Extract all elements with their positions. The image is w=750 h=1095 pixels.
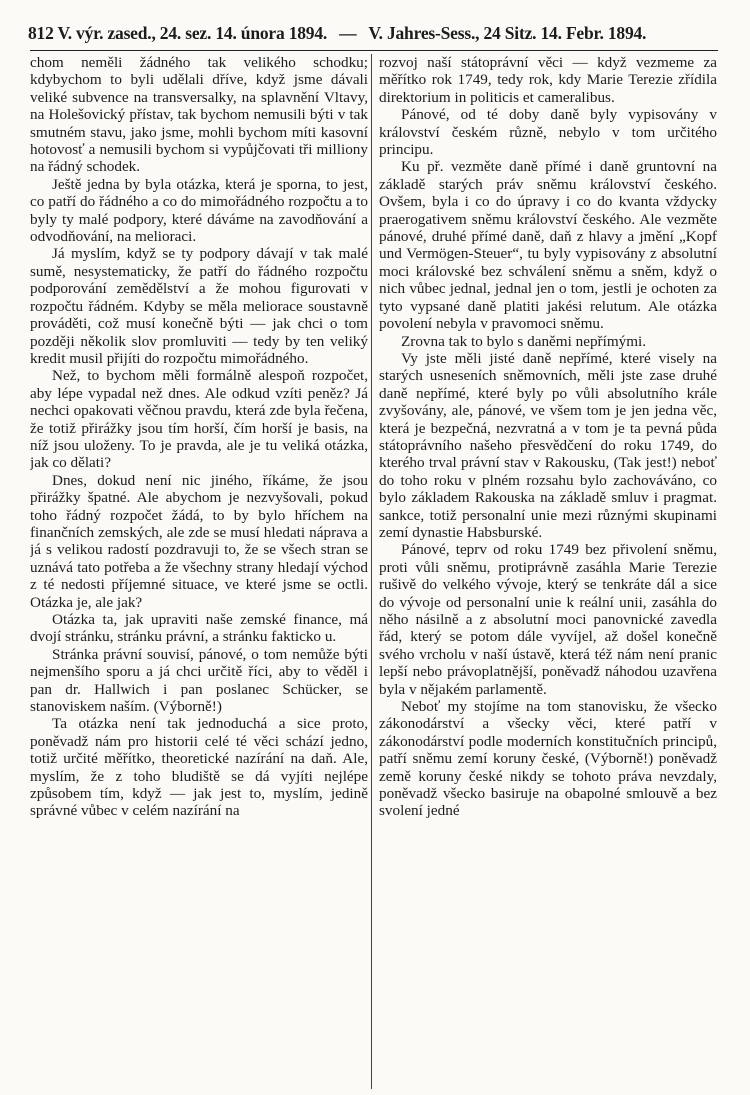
paragraph: Otázka ta, jak upraviti naše zemské finance, má dvojí stránku, stránku právní, a stránku fakticko u.: [30, 611, 368, 646]
paragraph: Ta otázka není tak jednoduchá a sice proto, poněvadž nám pro historii celé té věci schází jedno, totiž určité měřítko, theoretické nazírání na daň. Ale, myslím, že z toho bludiště se dá vyjíti nejlépe způsobem tím, když — jak jest to, myslím, jedině správné vůbec v celém nazírání na: [30, 715, 368, 820]
paragraph: Pánové, od té doby daně byly vypisovány v království českém různě, nebylo v tom určitého principu.: [379, 106, 717, 159]
paragraph: Zrovna tak to bylo s daněmi nepřímými.: [401, 332, 647, 350]
paragraph: chom neměli žádného tak velikého schodku; kdybychom to byli udělali dříve, když jsme dávali veliké subvence na transversalky, na splavnění Vltavy, na Holešovický přístav, tak bychom nemusili býti v tak smutném stavu, jako jsme, mohli bychom míti kasovní hotovosť a nemusili bychom si vypůjčovati tři milliony na řádný schodek.: [30, 54, 368, 176]
column-divider: [371, 54, 372, 1089]
right-column: [379, 54, 717, 1089]
paragraph: rozvoj naší státoprávní věci — když vezmeme za měřítko rok 1749, tedy rok, kdy Marie Terezie zřídila direktorium in politicis et cameralibus.: [379, 54, 717, 106]
header-czech: 812 V. výr. zased., 24. sez. 14. února 1894.: [28, 23, 328, 43]
paragraph: Pánové, teprv od roku 1749 bez přivolení sněmu, proti vůli sněmu, protiprávně zasáhla Marie Terezie rušivě do velkého vývoje, který se tenkráte dál a sice do vývoje od personalní unie k reální unii, zasáhla do něho násilně a z absolutní moci panovnické zavedla řád, který se potom dále vyvíjel, až došel konečně svého vrcholu v naší ústavě, která též nám není pranic lepší nebo právoplatnější, poněvadž náhodou uzavřena byla v nějakém parlamentě.: [379, 541, 717, 698]
paragraph: Já myslím, když se ty podpory dávají v tak malé sumě, nesystematicky, že patří do řádného rozpočtu podporování zemědělství a že mohou figurovati v rozpočtu řádném. Kdyby se měla meliorace soustavně prováděti, což musí konečně býti — jak chci o tom později několik slov promluviti — tedy by ten veliký kredit musil přijíti do rozpočtu mimořádného.: [30, 245, 368, 367]
left-column: [30, 54, 368, 1089]
header-separator: —: [339, 23, 357, 43]
paragraph: Dnes, dokud není nic jiného, říkáme, že jsou přirážky špatné. Ale abychom je nezvyšovali, pokud toho řádný rozpočet žádá, to by bylo hříchem na finančních zemských, ale zde se musí hledati náprava a já s velikou radostí pozdravuji to, že se všech stran se uznává tato potřeba a že všechny strany hledají východ z té nedosti příjemné situace, ve které jsme se octli. Otázka je, ale jak?: [30, 471, 368, 611]
paragraph: Než, to bychom měli formálně alespoň rozpočet, aby lépe vypadal než dnes. Ale odkud vzíti peněz? Já nechci opakovati věčnou pravdu, která zde byla řečena, že totiž přirážky jsou tím horší, čím horší je basis, na níž jsou uloženy. To je pravda, ale je tu veliká otázka, jak co dělati?: [30, 367, 368, 472]
header-german: V. Jahres-Sess., 24 Sitz. 14. Febr. 1894.: [368, 23, 647, 43]
paragraph: Neboť my stojíme na tom stanovisku, že všecko zákonodárství a všecky věci, které patří v zákonodárství podle moderních konstitučních principů, patří sněmu zemí koruny české, (Výborně!) poněvadž země koruny české nikdy se tohoto práva nevzdaly, poněvadž všecko basiruje na obapolné smlouvě a bez svolení jedné: [379, 698, 717, 820]
paragraph: Ku př. vezměte daně přímé i daně gruntovní na základě starých práv sněmu království českého. Ovšem, byla i co do úpravy i co do kvanta vždycky praerogativem sněmu království českého. Ale vezměte pánové, druhé přímé daně, daň z hlavy a jmění „Kopf und Vermögen-Steuer“, tu byly vypisovány z absolutní moci královské bez schválení sněmu a sněm, když o nich vůbec jednal, jednal jen o tom, jestli je ochoten za tyto vypsané daně platiti jakési relutum. Ale otázka povolení nebyla v pravomoci sněmu.: [379, 158, 717, 333]
page-header: [28, 14, 728, 44]
header-rule: [30, 50, 718, 51]
paragraph: Ještě jedna by byla otázka, která je sporna, to jest, co patří do řádného a co do mimořádného rozpočtu a to byly ty malé podpory, které dáváme na zavodňování a odvodňování, na melioraci.: [30, 175, 368, 246]
paragraph: Stránka právní souvisí, pánové, o tom nemůže býti nejmenšího sporu a já chci určitě říci, aby to věděl i pan dr. Hallwich i pan poslanec Schücker, se stanoviskem naším. (Výborně!): [30, 645, 368, 716]
paragraph: Vy jste měli jisté daně nepřímé, které visely na starých usneseních sněmovních, měli jste zase druhé daně nepřímé, které byly po vůli absolutního krále zvyšovány, ale, pánové, ve všem tom je jen jedna věc, která je bezpečná, nezvratná a v tom je ta pevná půda státoprávního našeho přesvědčení do roku 1749, do kterého trval právní stav v Rakousku, (Tak jest!) neboť do toho roku v plném rozsahu bylo zachováváno, co bylo základem Rakouska na základě smluv i pragmat. sankce, totiž personalní unie mezi různými skupinami zemí dynastie Habsburské.: [379, 349, 717, 541]
